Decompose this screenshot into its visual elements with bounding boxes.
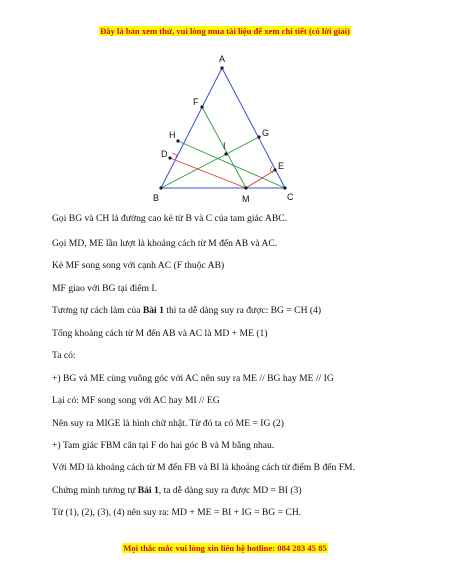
text-line-2: Gọi MD, ME lần lượt là khoảng cách từ M đến AB và AC. — [52, 238, 278, 249]
label-a: A — [219, 54, 226, 64]
point-e — [273, 168, 276, 171]
label-b: B — [153, 193, 160, 203]
point-g — [257, 135, 260, 138]
altitude-bg — [161, 137, 259, 188]
text-line-9: Lại có: MF song song với AC hay MI // EG — [52, 395, 220, 406]
bold-ref-bai-1-b: Bài 1 — [137, 485, 159, 496]
segment-md — [170, 158, 246, 188]
point-b — [159, 186, 162, 189]
text-line-7: Ta có: — [52, 350, 76, 361]
text-line-5: Tương tự cách làm của Bài 1 thì ta dễ dàng suy ra được: BG = CH (4) — [52, 305, 322, 316]
point-c — [283, 186, 286, 189]
text-line-1: Gọi BG và CH là đường cao kẻ từ B và C của tam giác ABC. — [52, 213, 288, 224]
label-f: F — [193, 97, 199, 107]
point-m — [244, 186, 247, 189]
text-line-3: Kẻ MF song song với cạnh AC (F thuộc AB) — [52, 260, 225, 271]
point-h — [176, 139, 179, 142]
label-e: E — [278, 161, 285, 171]
text-line-14: Từ (1), (2), (3), (4) nên suy ra: MD + ME = BI + IG = BG = CH. — [52, 507, 302, 518]
bold-ref-bai-1: Bài 1 — [142, 305, 164, 316]
text-line-13: Chứng minh tương tự Bài 1, ta dễ dàng suy ra được MD = BI (3) — [52, 485, 302, 496]
point-d — [168, 156, 171, 159]
label-m: M — [242, 194, 250, 204]
text-line-8: +) BG và ME cùng vuông góc với AC nên suy ra ME // BG hay ME // IG — [52, 373, 334, 384]
text-line-10: Nên suy ra MIGE là hình chữ nhật. Từ đó ta có ME = IG (2) — [52, 418, 284, 429]
text-line-11: +) Tam giác FBM cân tại F do hai góc B và M bằng nhau. — [52, 440, 275, 451]
side-ab — [161, 68, 222, 188]
triangle-figure — [145, 50, 305, 210]
label-c: C — [287, 192, 294, 202]
label-i: I — [223, 141, 226, 151]
label-d: D — [161, 149, 168, 159]
label-g: G — [262, 128, 270, 138]
text-line-12: Với MD là khoảng cách từ M đến FB và BI là khoảng cách từ điểm B đến FM. — [52, 462, 355, 473]
altitude-ch — [178, 141, 285, 188]
text-line-4: MF giao với BG tại điểm I. — [52, 283, 158, 294]
point-i — [224, 152, 227, 155]
text-line-6: Tổng khoảng cách từ M đến AB và AC là MD + ME (1) — [52, 328, 268, 339]
preview-notice: Đây là bản xem thử, vui lòng mua tài liệu để xem chi tiết (có lời giải) — [100, 26, 350, 36]
point-f — [200, 105, 203, 108]
hotline-notice: Mọi thắc mắc vui lòng xin liên hệ hotline: 084 283 45 85 — [123, 543, 327, 553]
label-h: H — [169, 130, 176, 140]
point-a — [220, 66, 223, 69]
